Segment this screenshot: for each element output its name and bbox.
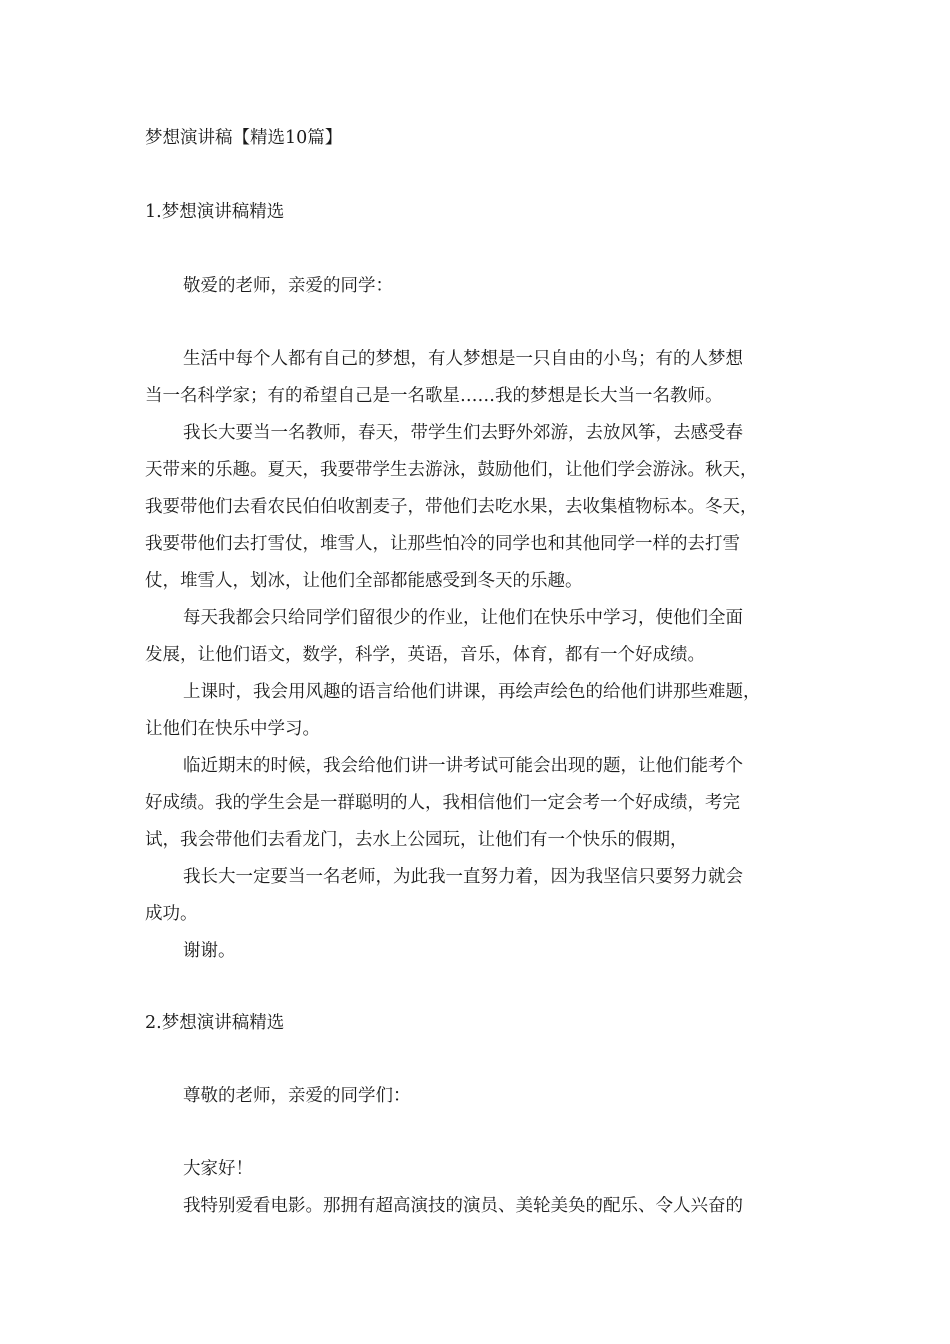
paragraph-line: 我要带他们去打雪仗，堆雪人，让那些怕冷的同学也和其他同学一样的去打雪: [145, 534, 740, 554]
paragraph-line: 仗，堆雪人，划冰，让他们全部都能感受到冬天的乐趣。: [145, 571, 583, 591]
paragraph-line: 好成绩。我的学生会是一群聪明的人，我相信他们一定会考一个好成绩，考完: [145, 793, 740, 813]
paragraph-line: 我长大一定要当一名老师，为此我一直努力着，因为我坚信只要努力就会: [183, 867, 743, 887]
paragraph-line: 发展，让他们语文，数学，科学，英语，音乐，体育，都有一个好成绩。: [145, 645, 705, 665]
paragraph-line: 天带来的乐趣。夏天，我要带学生去游泳，鼓励他们，让他们学会游泳。秋天，: [145, 460, 758, 480]
document-title: 梦想演讲稿【精选10篇】: [145, 128, 343, 148]
paragraph-line: 让他们在快乐中学习。: [145, 719, 320, 739]
paragraph-line: 临近期末的时候，我会给他们讲一讲考试可能会出现的题，让他们能考个: [183, 756, 743, 776]
paragraph-line: 谢谢。: [183, 941, 236, 961]
section-1-salutation: 敬爱的老师，亲爱的同学：: [183, 276, 393, 296]
paragraph-line: 我长大要当一名教师，春天，带学生们去野外郊游，去放风筝，去感受春: [183, 423, 743, 443]
paragraph-line: 当一名科学家；有的希望自己是一名歌星……我的梦想是长大当一名教师。: [145, 386, 723, 406]
paragraph-line: 成功。: [145, 904, 198, 924]
section-1-heading: 1.梦想演讲稿精选: [145, 202, 285, 222]
paragraph-line: 我特别爱看电影。那拥有超高演技的演员、美轮美奂的配乐、令人兴奋的: [183, 1196, 743, 1216]
paragraph-line: 上课时，我会用风趣的语言给他们讲课，再绘声绘色的给他们讲那些难题，: [183, 682, 761, 702]
paragraph-line: 试，我会带他们去看龙门，去水上公园玩，让他们有一个快乐的假期，: [145, 830, 688, 850]
paragraph-line: 我要带他们去看农民伯伯收割麦子，带他们去吃水果，去收集植物标本。冬天，: [145, 497, 758, 517]
paragraph-line: 大家好！: [183, 1159, 253, 1179]
paragraph-line: 生活中每个人都有自己的梦想，有人梦想是一只自由的小鸟；有的人梦想: [183, 349, 743, 369]
paragraph-line: 每天我都会只给同学们留很少的作业，让他们在快乐中学习，使他们全面: [183, 608, 743, 628]
section-2-heading: 2.梦想演讲稿精选: [145, 1013, 285, 1033]
section-2-salutation: 尊敬的老师，亲爱的同学们：: [183, 1086, 411, 1106]
